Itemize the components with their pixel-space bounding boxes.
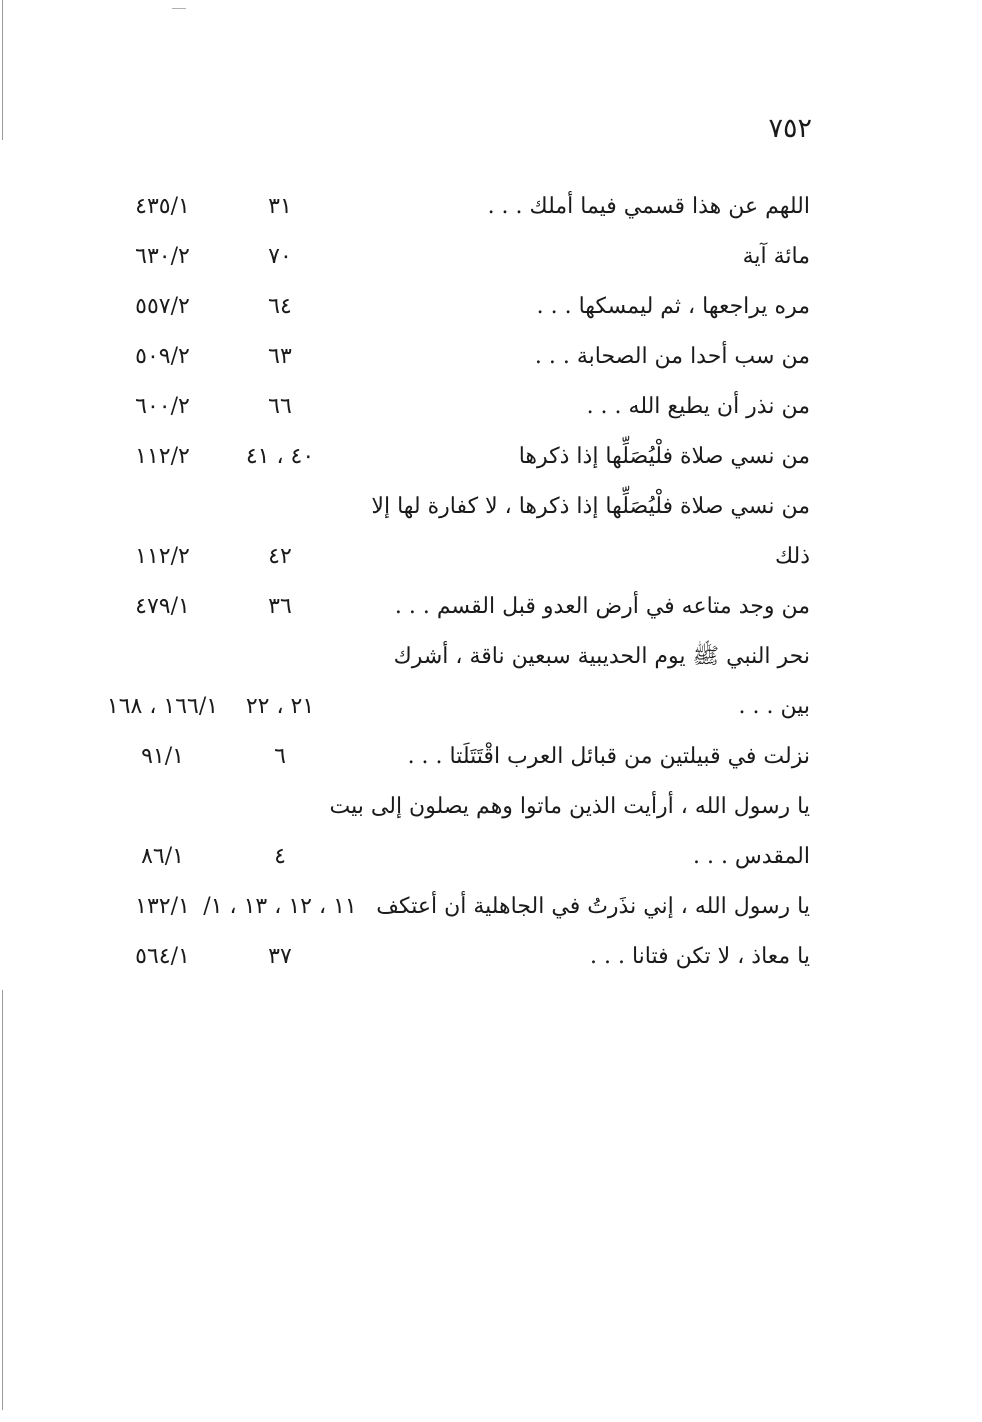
index-row <box>95 732 810 782</box>
hadith-text: يا رسول الله ، إني نذَرتُ في الجاهلية أن أعتكف <box>376 894 810 919</box>
volume-page-reference: ١٣٢/١ <box>135 894 190 919</box>
index-row <box>95 882 810 932</box>
index-row <box>95 532 810 582</box>
volume-page-reference: ٤٣٥/١ <box>135 194 190 219</box>
hadith-text: من سب أحدا من الصحابة . . . <box>534 344 810 369</box>
hadith-text: من نسي صلاة فلْيُصَلِّها إذا ذكرها ، لا كفارة لها إلا <box>371 494 810 519</box>
hadith-number: ٧٠ <box>268 244 292 269</box>
index-row <box>95 232 810 282</box>
hadith-number: ٣٧ <box>268 944 292 969</box>
volume-page-reference: ٦٣٠/٢ <box>135 244 190 269</box>
volume-page-reference <box>95 782 230 832</box>
volume-page-reference: ١٦٦/١ ، ١٦٨ <box>106 694 219 719</box>
hadith-text: ذلك <box>774 544 810 569</box>
hadith-number: ٤٢ <box>268 544 292 569</box>
index-row <box>95 182 810 232</box>
top-edge-mark <box>172 8 186 9</box>
volume-page-reference <box>95 482 230 532</box>
hadith-text: مره يراجعها ، ثم ليمسكها . . . <box>536 294 810 319</box>
hadith-text: من وجد متاعه في أرض العدو قبل القسم . . . <box>394 594 810 619</box>
page-number: ٧٥٢ <box>768 113 812 144</box>
volume-page-reference <box>95 632 230 682</box>
index-row <box>95 632 810 682</box>
scan-margin-line-top <box>2 0 3 140</box>
volume-page-reference: ١١٢/٢ <box>135 444 190 469</box>
hadith-number: ٦٤ <box>268 294 292 319</box>
hadith-text: يا معاذ ، لا تكن فتانا . . . <box>590 944 810 969</box>
index-row <box>95 582 810 632</box>
volume-page-reference: ٨٦/١ <box>141 844 184 869</box>
hadith-number: ٣٦ <box>268 594 292 619</box>
hadith-text: من نذر أن يطيع الله . . . <box>586 394 810 419</box>
scan-margin-line-bottom <box>2 990 3 1410</box>
volume-page-reference: ٦٠٠/٢ <box>135 394 190 419</box>
volume-page-reference: ٥٦٤/١ <box>135 944 190 969</box>
hadith-number: ٢١ ، ٢٢ <box>245 694 315 719</box>
hadith-number: ٤٠ ، ٤١ <box>245 444 315 469</box>
hadith-number: ٤ <box>274 844 286 869</box>
index-row <box>95 782 810 832</box>
hadith-text: بين . . . <box>738 694 810 719</box>
index-row <box>95 332 810 382</box>
hadith-text: من نسي صلاة فلْيُصَلِّها إذا ذكرها <box>518 444 810 469</box>
hadith-number: ٦٣ <box>268 344 292 369</box>
hadith-text: يا رسول الله ، أرأيت الذين ماتوا وهم يصلون إلى بيت <box>329 794 810 819</box>
hadith-text: اللهم عن هذا قسمي فيما أملك . . . <box>487 194 810 219</box>
hadith-text: مائة آية <box>742 244 810 269</box>
volume-page-reference: ٤٧٩/١ <box>135 594 190 619</box>
volume-page-reference: ٩١/١ <box>141 744 184 769</box>
hadith-number: ٦ <box>274 744 286 769</box>
hadith-number: ٦٦ <box>268 394 292 419</box>
index-row <box>95 682 810 732</box>
index-row <box>95 932 810 982</box>
index-row <box>95 832 810 882</box>
hadith-text: نزلت في قبيلتين من قبائل العرب اقْتَتَلَتا . . . <box>407 744 810 769</box>
index-row <box>95 382 810 432</box>
hadith-number: ٣١ <box>268 194 292 219</box>
index-row <box>95 282 810 332</box>
volume-page-reference: ١١٢/٢ <box>135 544 190 569</box>
index-row <box>95 482 810 532</box>
volume-page-reference: ٥٥٧/٢ <box>135 294 190 319</box>
volume-page-reference: ٥٠٩/٢ <box>135 344 190 369</box>
hadith-index-list <box>95 182 810 982</box>
index-row <box>95 432 810 482</box>
hadith-text: المقدس . . . <box>692 844 810 869</box>
hadith-text: نحر النبي ﷺ يوم الحديبية سبعين ناقة ، أشرك <box>393 644 810 669</box>
hadith-number: ١١ ، ١٢ ، ١٣ ، ١/ <box>203 894 357 919</box>
